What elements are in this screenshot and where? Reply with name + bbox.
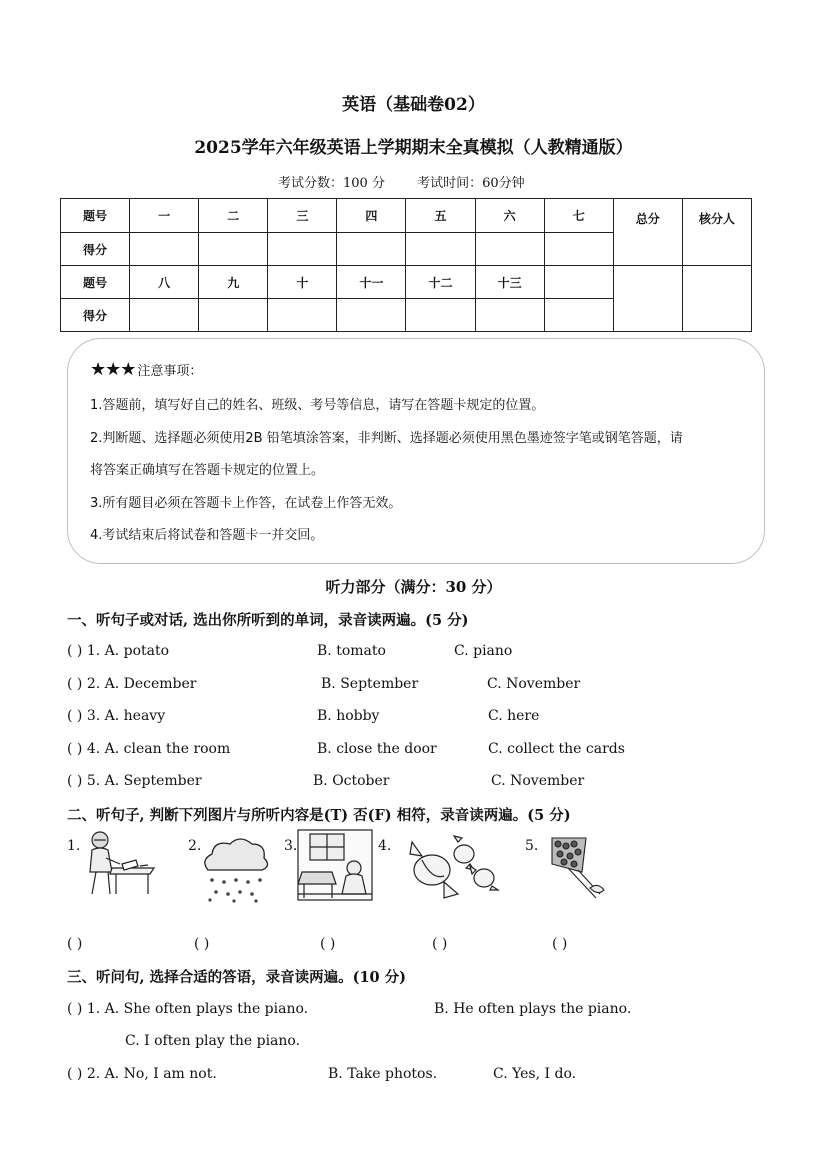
row3-label: 题号 bbox=[61, 266, 130, 299]
q1-3-b: B. hobby bbox=[317, 708, 380, 724]
answer-blank-3[interactable]: ( ) bbox=[320, 936, 336, 952]
q-number-5: 五 bbox=[406, 199, 475, 233]
pic-number-4: 4. bbox=[378, 838, 392, 854]
room-picture bbox=[296, 828, 374, 902]
score-cell[interactable] bbox=[268, 233, 337, 266]
q1-1-c: C. piano bbox=[454, 643, 513, 659]
pic-number-3: 3. bbox=[284, 838, 298, 854]
man-reading-picture bbox=[82, 828, 160, 900]
q3-1-c: C. I often play the piano. bbox=[125, 1033, 301, 1049]
q3-2-prefix: ( ) 2. A. No, I am not. bbox=[67, 1066, 217, 1082]
answer-blank-5[interactable]: ( ) bbox=[552, 936, 568, 952]
answer-blank-2[interactable]: ( ) bbox=[194, 936, 210, 952]
notice-item: 1.答题前，填写好自己的姓名、班级、考号等信息，请写在答题卡规定的位置。 bbox=[90, 398, 545, 413]
q-number-4: 四 bbox=[337, 199, 406, 233]
q-number-12: 十二 bbox=[406, 266, 475, 299]
q-number-6: 六 bbox=[475, 199, 544, 233]
score-cell[interactable] bbox=[199, 233, 268, 266]
score-row-label: 得分 bbox=[61, 299, 130, 332]
score-cell[interactable] bbox=[544, 233, 613, 266]
exam-meta bbox=[278, 172, 525, 191]
total-header: 总分 bbox=[613, 199, 682, 266]
q-number-11: 十一 bbox=[337, 266, 406, 299]
q1-5-prefix: ( ) 5. A. September bbox=[67, 773, 202, 789]
time-label: 考试时间：60分钟 bbox=[417, 176, 525, 191]
score-cell[interactable] bbox=[130, 233, 199, 266]
grader-header: 核分人 bbox=[682, 199, 751, 266]
rain-cloud-picture bbox=[198, 834, 270, 904]
notice-heading: 注意事项： bbox=[137, 364, 203, 379]
section2-heading: 二、听句子, 判断下列图片与所听内容是(T) 否(F) 相符，录音读两遍。(5 分) bbox=[67, 807, 571, 824]
q1-5-b: B. October bbox=[313, 773, 390, 789]
section3-heading: 三、听问句, 选择合适的答语，录音读两遍。(10 分) bbox=[67, 969, 407, 986]
q3-1-prefix: ( ) 1. A. She often plays the piano. bbox=[67, 1001, 309, 1017]
row1-label: 题号 bbox=[61, 199, 130, 233]
notice-item: 2.判断题、选择题必须使用2B 铅笔填涂答案，非判断、选择题必须使用黑色墨迹签字笔或钢笔答题，请 bbox=[90, 431, 683, 446]
score-cell[interactable] bbox=[130, 299, 199, 332]
q1-2-prefix: ( ) 2. A. December bbox=[67, 676, 197, 692]
answer-blank-4[interactable]: ( ) bbox=[432, 936, 448, 952]
listening-title: 听力部分（满分：30 分） bbox=[325, 578, 502, 596]
score-cell[interactable] bbox=[475, 299, 544, 332]
score-cell[interactable] bbox=[406, 299, 475, 332]
score-cell[interactable] bbox=[337, 233, 406, 266]
q-number-9: 九 bbox=[199, 266, 268, 299]
notice-box bbox=[67, 338, 765, 564]
answer-blank-1[interactable]: ( ) bbox=[67, 936, 83, 952]
q1-3-prefix: ( ) 3. A. heavy bbox=[67, 708, 166, 724]
q1-4-c: C. collect the cards bbox=[488, 741, 625, 757]
score-cell[interactable] bbox=[268, 299, 337, 332]
q-number-2: 二 bbox=[199, 199, 268, 233]
q3-2-b: B. Take photos. bbox=[328, 1066, 438, 1082]
total-cell[interactable] bbox=[613, 266, 682, 332]
notice-item: 3.所有题目必须在答题卡上作答，在试卷上作答无效。 bbox=[90, 496, 402, 511]
q-number-13: 十三 bbox=[475, 266, 544, 299]
pic-number-1: 1. bbox=[67, 838, 81, 854]
q-number-3: 三 bbox=[268, 199, 337, 233]
star-icon: ★★★ bbox=[90, 359, 136, 380]
q1-5-c: C. November bbox=[491, 773, 585, 789]
q1-4-prefix: ( ) 4. A. clean the room bbox=[67, 741, 231, 757]
score-cell[interactable] bbox=[337, 299, 406, 332]
q-number-1: 一 bbox=[130, 199, 199, 233]
exam-title: 英语（基础卷02） bbox=[342, 95, 485, 115]
q1-1-prefix: ( ) 1. A. potato bbox=[67, 643, 170, 659]
exam-subtitle: 2025学年六年级英语上学期期末全真模拟（人教精通版） bbox=[194, 138, 633, 158]
q1-2-c: C. November bbox=[487, 676, 581, 692]
candies-picture bbox=[402, 834, 500, 912]
q1-1-b: B. tomato bbox=[317, 643, 386, 659]
score-row-label: 得分 bbox=[61, 233, 130, 266]
q-number-8: 八 bbox=[130, 266, 199, 299]
q3-2-c: C. Yes, I do. bbox=[493, 1066, 577, 1082]
pic-number-2: 2. bbox=[188, 838, 202, 854]
notice-item: 将答案正确填写在答题卡规定的位置上。 bbox=[90, 463, 325, 478]
section1-heading: 一、听句子或对话, 选出你所听到的单词，录音读两遍。(5 分) bbox=[67, 612, 469, 629]
score-table bbox=[60, 198, 752, 332]
q3-1-b: B. He often plays the piano. bbox=[434, 1001, 632, 1017]
notice-heading-line bbox=[90, 359, 202, 380]
flowers-picture bbox=[548, 834, 614, 904]
score-cell[interactable] bbox=[406, 233, 475, 266]
score-label: 考试分数：100 分 bbox=[278, 176, 385, 191]
q1-3-c: C. here bbox=[488, 708, 540, 724]
pic-number-5: 5. bbox=[525, 838, 539, 854]
q-number-7: 七 bbox=[544, 199, 613, 233]
empty-cell bbox=[544, 266, 613, 299]
notice-item: 4.考试结束后将试卷和答题卡一并交回。 bbox=[90, 528, 324, 543]
score-cell[interactable] bbox=[544, 299, 613, 332]
q1-2-b: B. September bbox=[321, 676, 419, 692]
grader-cell[interactable] bbox=[682, 266, 751, 332]
score-cell[interactable] bbox=[475, 233, 544, 266]
score-cell[interactable] bbox=[199, 299, 268, 332]
q1-4-b: B. close the door bbox=[317, 741, 437, 757]
q-number-10: 十 bbox=[268, 266, 337, 299]
